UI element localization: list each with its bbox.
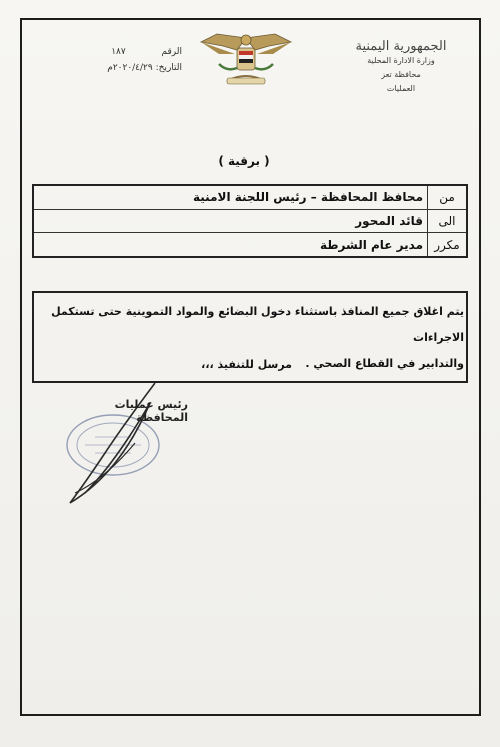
routing-row-to [33, 209, 467, 233]
yemen-eagle-emblem-icon [197, 28, 295, 88]
reference-line [62, 44, 182, 60]
date-value: ٢٠٢٠/٤/٢٩م [107, 63, 153, 73]
letterhead-right [336, 40, 466, 96]
reference-value: ١٨٧ [111, 47, 126, 57]
from-value: محافظ المحافظة – رئيس اللجنة الامنية [33, 185, 428, 209]
cc-label: مكرر [428, 233, 468, 257]
letterhead-left [62, 44, 182, 76]
date-label: التاريخ [158, 63, 182, 73]
signatory-title: رئيس عمليات المحافظة [114, 398, 188, 424]
to-label: الى [428, 209, 468, 233]
document-title: ( برقية ) [218, 154, 270, 168]
from-label: من [428, 185, 468, 209]
reference-label: الرقم [161, 47, 182, 57]
routing-row-from [33, 185, 467, 209]
message-line-2: والتدابير في القطاع الصحي . [305, 357, 464, 370]
date-line: التاريخ: ٢٠٢٠/٤/٢٩م [107, 63, 182, 73]
to-value: قائد المحور [33, 209, 428, 233]
message-line-1: يتم اغلاق جميع المنافذ باستثناء دخول البضائع والمواد التموينية حتى تستكمل الاجراءات [51, 305, 464, 344]
routing-row-cc [33, 233, 467, 257]
closing-text: مرسل للتنفيذ ،،، [201, 358, 292, 371]
department-name: العمليات [386, 84, 416, 93]
republic-name: الجمهورية اليمنية [355, 39, 447, 54]
routing-table [32, 184, 468, 258]
cc-value: مدير عام الشرطة [33, 233, 428, 257]
governorate-name: محافظة تعز [381, 70, 421, 79]
ministry-name: وزارة الادارة المحلية [367, 56, 435, 65]
